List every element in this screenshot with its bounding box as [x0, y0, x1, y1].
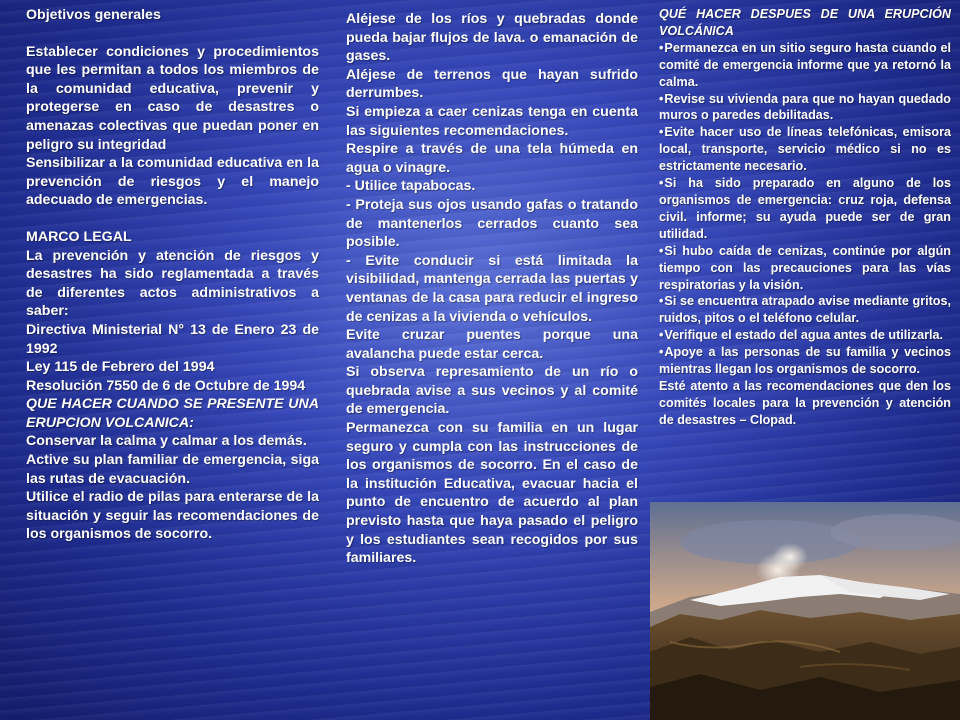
bullet-item: • Revise su vivienda para que no hayan quedado muros o paredes debilitadas. — [659, 91, 951, 125]
recommendation-paragraph: Si empieza a caer cenizas tenga en cuenta las siguientes recomendaciones. — [346, 103, 638, 139]
legal-item-law: Ley 115 de Febrero del 1994 — [26, 359, 215, 376]
legal-intro-paragraph: La prevención y atención de riesgos y desastres ha sido reglamentada a través de diferentes actos administrativos a saber: — [26, 247, 319, 320]
recommendation-paragraph: Permanezca con su familia en un lugar seguro y cumpla con las instrucciones de los organismos de socorro. En el caso de la institución Educativa, evacuar hacia el punto de encuentro de acuerdo al plan previsto hasta que haya pasado el peligro y los estudiantes sean recogidos por sus familiares. — [346, 420, 638, 567]
column-middle — [346, 10, 638, 568]
volcano-photo — [650, 502, 960, 720]
closing-paragraph: Esté atento a las recomendaciones que den los comités locales para la prevención y atención de desastres – Clopad. — [659, 378, 951, 427]
recommendation-paragraph: - Proteja sus ojos usando gafas o tratando de mantenerlos cerrados cuanto sea posible. — [346, 196, 638, 251]
bullet-item: • Apoye a las personas de su familia y vecinos mientras llegan los organismos de socorro. — [659, 344, 951, 378]
recommendation-paragraph: - Utilice tapabocas. — [346, 178, 476, 195]
eruption-step-1: Conservar la calma y calmar a los demás. — [26, 433, 307, 450]
after-eruption-heading: QUÉ HACER DESPUES DE UNA ERUPCIÓN VOLCÁNICA — [659, 7, 951, 38]
bullet-item: • Si hubo caída de cenizas, continúe por algún tiempo con las precauciones para las vías respiratorias y la visión. — [659, 243, 951, 294]
recommendation-paragraph: - Evite conducir si está limitada la visibilidad, mantenga cerrada las puertas y ventanas de la casa para reducir el ingreso de cenizas a la vivienda o vehículos. — [346, 252, 638, 325]
recommendation-paragraph: Aléjese de los ríos y quebradas donde pueda bajar flujos de lava. o emanación de gases. — [346, 11, 638, 65]
objectives-heading: Objetivos generales — [26, 7, 161, 23]
bullet-item: • Si se encuentra atrapado avise mediante gritos, ruidos, pitos o el teléfono celular. — [659, 293, 951, 327]
objective-paragraph-1: Establecer condiciones y procedimientos que les permitan a todos los miembros de la comunidad educativa, prevenir y protegerse en caso de desastres o amenazas colectivas que puedan poner en peligro su integridad — [26, 43, 319, 153]
eruption-step-2: Active su plan familiar de emergencia, siga las rutas de evacuación. — [26, 452, 319, 487]
objective-paragraph-2: Sensibilizar a la comunidad educativa en la prevención de riesgos y el manejo adecuado de emergencias. — [26, 155, 319, 209]
bullet-item: • Evite hacer uso de líneas telefónicas, emisora local, transporte, servicio médico si no es estrictamente necesario. — [659, 124, 951, 175]
legal-framework-heading: MARCO LEGAL — [26, 228, 132, 245]
eruption-heading: QUE HACER CUANDO SE PRESENTE UNA ERUPCION VOLCANICA: — [26, 396, 319, 431]
legal-item-resolution: Resolución 7550 de 6 de Octubre de 1994 — [26, 377, 306, 394]
column-left — [26, 6, 319, 544]
bullet-item: • Verifique el estado del agua antes de utilizarla. — [659, 327, 951, 344]
legal-item-directive: Directiva Ministerial N° 13 de Enero 23 de 1992 — [26, 321, 319, 357]
volcano-image — [650, 502, 960, 720]
column-right — [659, 6, 951, 429]
spacer — [26, 25, 319, 43]
bullet-item: • Permanezca en un sitio seguro hasta cuando el comité de emergencia informe que ya retornó la calma. — [659, 40, 951, 91]
recommendation-paragraph: Si observa represamiento de un río o quebrada avise a sus vecinos y al comité de emergencia. — [346, 364, 638, 418]
recommendation-paragraph: Aléjese de terrenos que hayan sufrido derrumbes. — [346, 66, 638, 102]
recommendation-paragraph: Evite cruzar puentes porque una avalancha puede estar cerca. — [346, 327, 638, 362]
recommendation-paragraph: Respire a través de una tela húmeda en agua o vinagre. — [346, 141, 638, 176]
eruption-step-3: Utilice el radio de pilas para enterarse de la situación y seguir las recomendaciones de los organismos de socorro. — [26, 489, 319, 543]
bullet-item: • Si ha sido preparado en alguno de los organismos de emergencia: cruz roja, defensa civil. informe; su ayuda puede ser de gran utilidad. — [659, 175, 951, 243]
spacer — [26, 210, 319, 228]
